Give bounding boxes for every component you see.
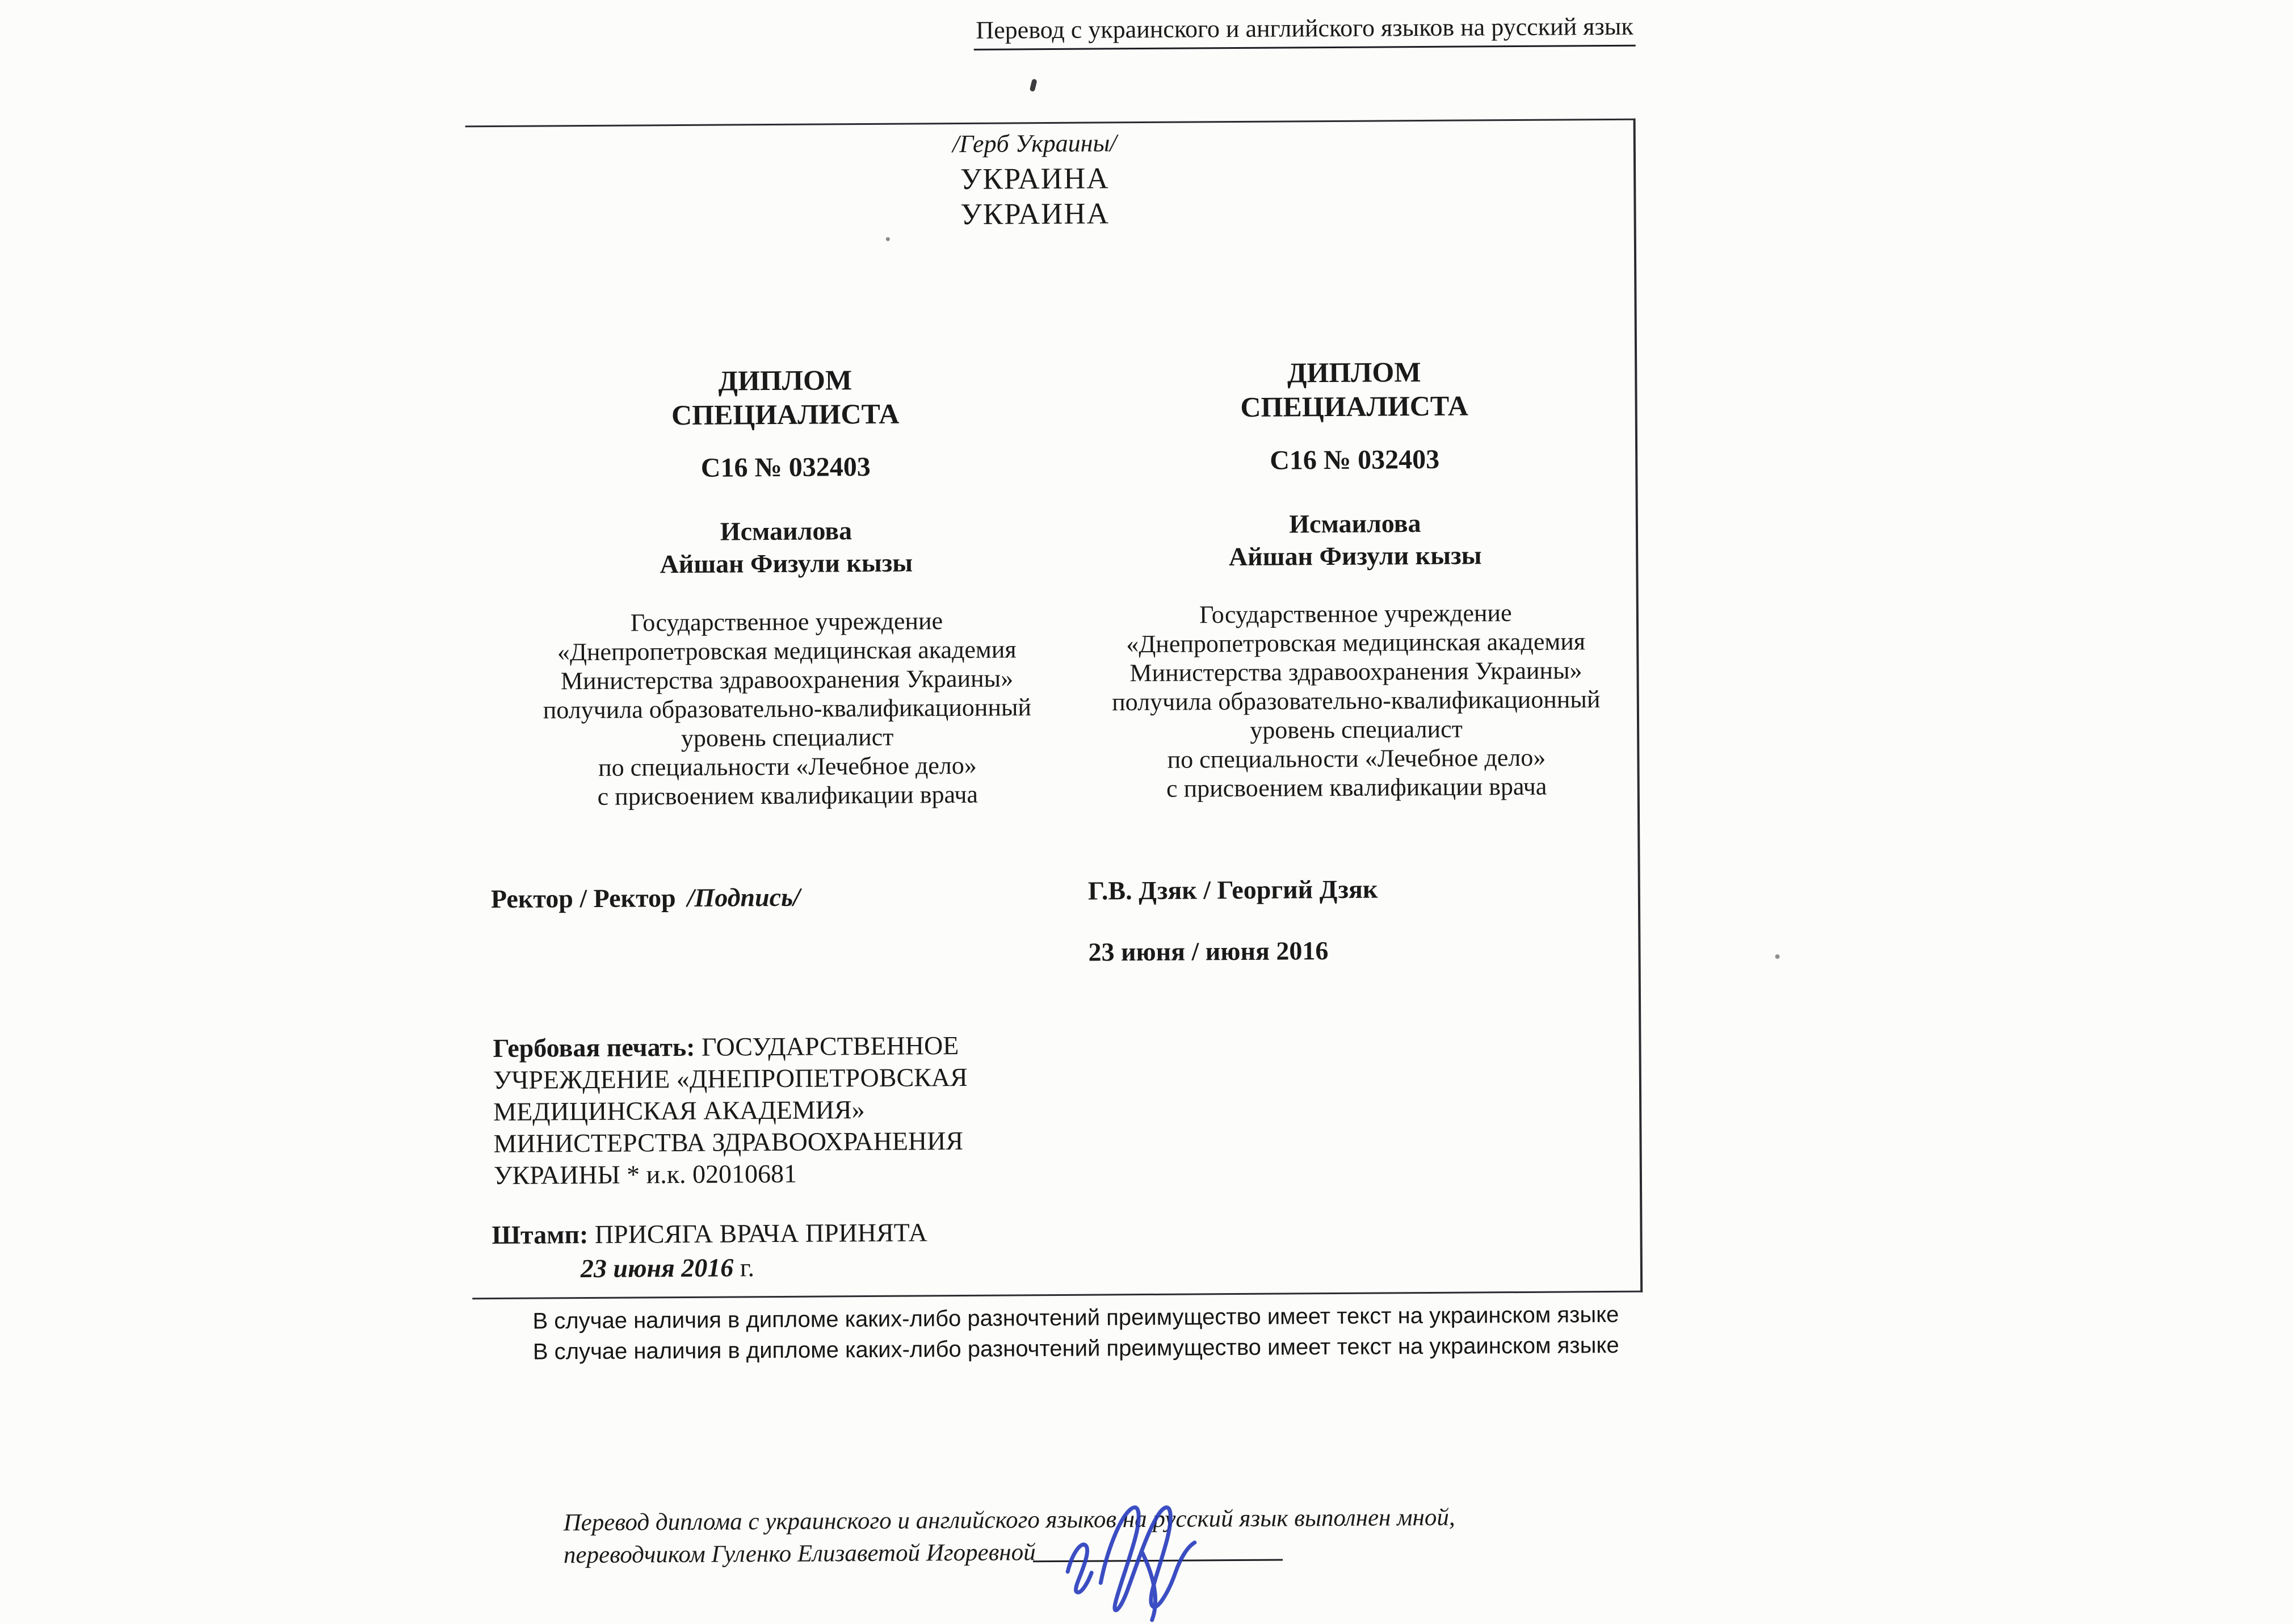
country-line-2: УКРАИНА (960, 197, 1110, 231)
diploma-title-left-line2: СПЕЦИАЛИСТА (671, 397, 900, 431)
rector-label: Ректор / Ректор (490, 883, 676, 914)
page-title-text: Перевод с украинского и английского языков на русский язык (973, 12, 1636, 51)
body-line: получила образовательно-квалификационный (543, 693, 1032, 724)
issue-date: 23 июня / июня 2016 (1088, 936, 1329, 967)
body-line: «Днепропетровская медицинская академия (557, 635, 1017, 666)
translator-statement-line-1: Перевод диплома с украинского и английского языков на русский язык выполнен мной, (563, 1504, 1455, 1537)
diploma-title-right (1074, 354, 1634, 425)
signature-placeholder-note: /Подпись/ (687, 882, 800, 912)
diploma-title-left (504, 362, 1066, 433)
scan-speckle (886, 237, 890, 241)
body-line: уровень специалист (681, 723, 894, 753)
serial-number-left: С16 № 032403 (700, 451, 871, 483)
seal-line-2: УЧРЕЖДЕНИЕ «ДНЕПРОПЕТРОВСКАЯ (493, 1062, 968, 1095)
body-line: Государственное учреждение (1199, 599, 1512, 629)
body-line: Министерства здравоохранения Украины» (1129, 656, 1582, 687)
body-line: с присвоением квалификации врача (597, 780, 978, 811)
graduate-name-right-line1: Исмаилова (1289, 509, 1421, 539)
disclaimer-line-2: В случае наличия в дипломе каких-либо разночтений преимущество имеет текст на украинском языке (532, 1332, 1619, 1365)
diploma-body-left (506, 606, 1069, 812)
body-line: Министерства здравоохранения Украины» (560, 664, 1014, 695)
diploma-title-right-line2: СПЕЦИАЛИСТА (1240, 389, 1469, 423)
translator-statement-line-2: переводчиком Гуленко Елизаветой Игоревной (563, 1539, 1036, 1569)
graduate-name-right (1076, 506, 1635, 574)
graduate-name-left (505, 513, 1068, 581)
body-line: по специальности «Лечебное дело» (598, 751, 977, 782)
seal-transcription (493, 1029, 1146, 1191)
page-title (737, 10, 1872, 52)
seal-line-1 (493, 1029, 1145, 1064)
scan-speckle (1030, 78, 1038, 92)
serial-number-right: С16 № 032403 (1270, 444, 1440, 476)
disclaimer-line-1: В случае наличия в дипломе каких-либо разночтений преимущество имеет текст на украинском языке (532, 1302, 1619, 1334)
graduate-name-left-line2: Айшан Физули кызы (660, 548, 913, 579)
country-line-1: УКРАИНА (960, 162, 1110, 196)
stamp-date-line (581, 1252, 754, 1283)
body-line: получила образовательно-квалификационный (1112, 685, 1601, 716)
body-line: по специальности «Лечебное дело» (1167, 743, 1546, 774)
graduate-name-right-line2: Айшан Физули кызы (1228, 540, 1482, 572)
body-line: Государственное учреждение (630, 607, 943, 637)
graduate-name-left-line1: Исмаилова (720, 516, 852, 546)
scan-speckle (1775, 954, 1780, 959)
diploma-title-left-line1: ДИПЛОМ (718, 364, 852, 397)
rector-name: Г.В. Дзяк / Георгий Дзяк (1087, 874, 1378, 905)
translator-signature (1051, 1485, 1245, 1623)
diploma-title-right-line1: ДИПЛОМ (1287, 356, 1421, 389)
diploma-body-right (1076, 598, 1636, 804)
body-line: «Днепропетровская медицинская академия (1126, 627, 1586, 658)
body-line: уровень специалист (1250, 715, 1463, 744)
stamp-date-suffix: г. (740, 1253, 755, 1282)
seal-line-3: МЕДИЦИНСКАЯ АКАДЕМИЯ» (493, 1095, 865, 1127)
stamp-date: 23 июня 2016 (580, 1253, 734, 1283)
body-line: с присвоением квалификации врача (1166, 772, 1547, 803)
emblem-note: /Герб Украины/ (952, 129, 1117, 158)
stamp-text: ПРИСЯГА ВРАЧА ПРИНЯТА (594, 1218, 927, 1249)
seal-line-1-text: ГОСУДАРСТВЕННОЕ (701, 1031, 959, 1061)
seal-label: Гербовая печать: (493, 1032, 695, 1063)
stamp-label: Штамп: (492, 1220, 589, 1250)
seal-line-4: МИНИСТЕРСТВА ЗДРАВООХРАНЕНИЯ (493, 1126, 964, 1159)
rector-signature-line (491, 882, 800, 914)
seal-line-5: УКРАИНЫ * и.к. 02010681 (493, 1159, 797, 1190)
stamp-transcription (492, 1217, 927, 1250)
